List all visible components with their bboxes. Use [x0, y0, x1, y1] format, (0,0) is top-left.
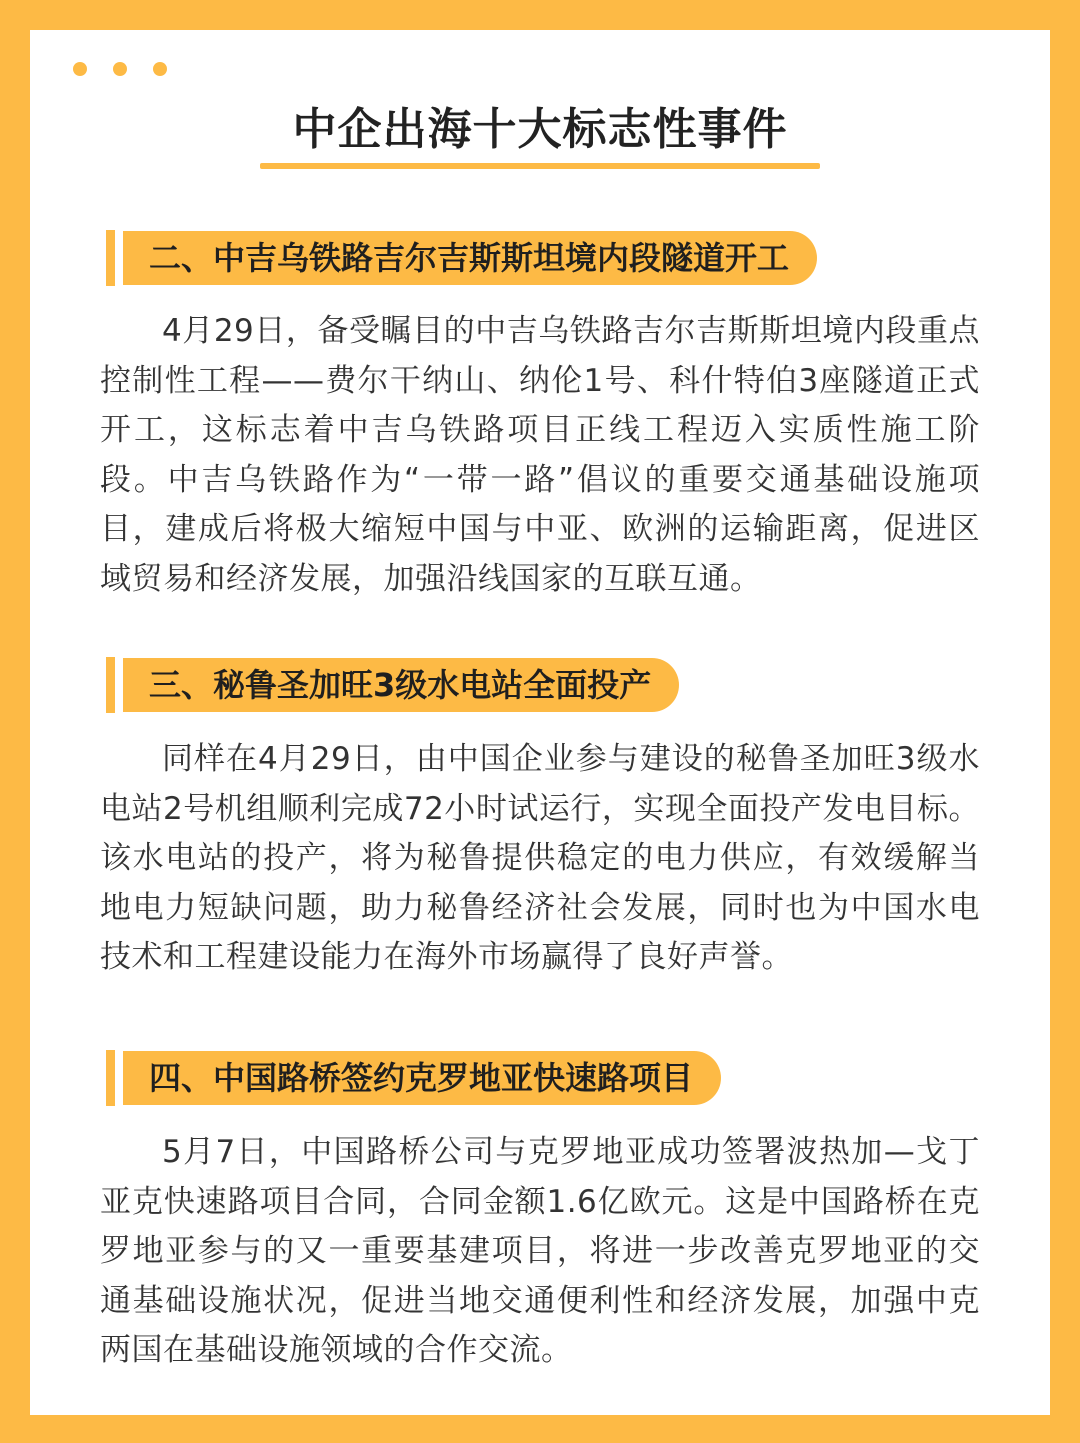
section-body-3: 同样在4月29日，由中国企业参与建设的秘鲁圣加旺3级水电站2号机组顺利完成72小时试运行，实现全面投产发电目标。该水电站的投产，将为秘鲁提供稳定的电力供应，有效缓解当地电力短缺问题，助力秘鲁经济社会发展，同时也为中国水电技术和工程建设能力在海外市场赢得了良好声誉。	[100, 741, 980, 976]
section-bar	[106, 1050, 115, 1106]
page-title: 中企出海十大标志性事件	[292, 104, 788, 155]
content-card	[30, 30, 1050, 1415]
section-body-4: 5月7日，中国路桥公司与克罗地亚成功签署波热加—戈丁亚克快速路项目合同，合同金额1.6亿欧元。这是中国路桥在克罗地亚参与的又一重要基建项目，将进一步改善克罗地亚的交通基础设施状况，促进当地交通便利性和经济发展，加强中克两国在基础设施领域的合作交流。	[100, 1134, 980, 1369]
title-underline	[260, 163, 820, 169]
title-wrap	[30, 100, 1050, 160]
section-bar	[106, 657, 115, 713]
section-title: 二、中吉乌铁路吉尔吉斯斯坦境内段隧道开工	[149, 239, 790, 277]
dot-icon	[73, 62, 87, 76]
section-pill	[123, 658, 679, 712]
section-title: 四、中国路桥签约克罗地亚快速路项目	[149, 1059, 694, 1097]
section-pill	[123, 1051, 721, 1105]
section-bar	[106, 230, 115, 286]
section-body-2: 4月29日，备受瞩目的中吉乌铁路吉尔吉斯斯坦境内段重点控制性工程——费尔干纳山、纳伦1号、科什特伯3座隧道正式开工，这标志着中吉乌铁路项目正线工程迈入实质性施工阶段。中吉乌铁路作为“一带一路”倡议的重要交通基础设施项目，建成后将极大缩短中国与中亚、欧洲的运输距离，促进区域贸易和经济发展，加强沿线国家的互联互通。	[100, 313, 980, 597]
dot-icon	[113, 62, 127, 76]
section-pill	[123, 231, 817, 285]
dot-icon	[153, 62, 167, 76]
section-title: 三、秘鲁圣加旺3级水电站全面投产	[149, 666, 652, 704]
